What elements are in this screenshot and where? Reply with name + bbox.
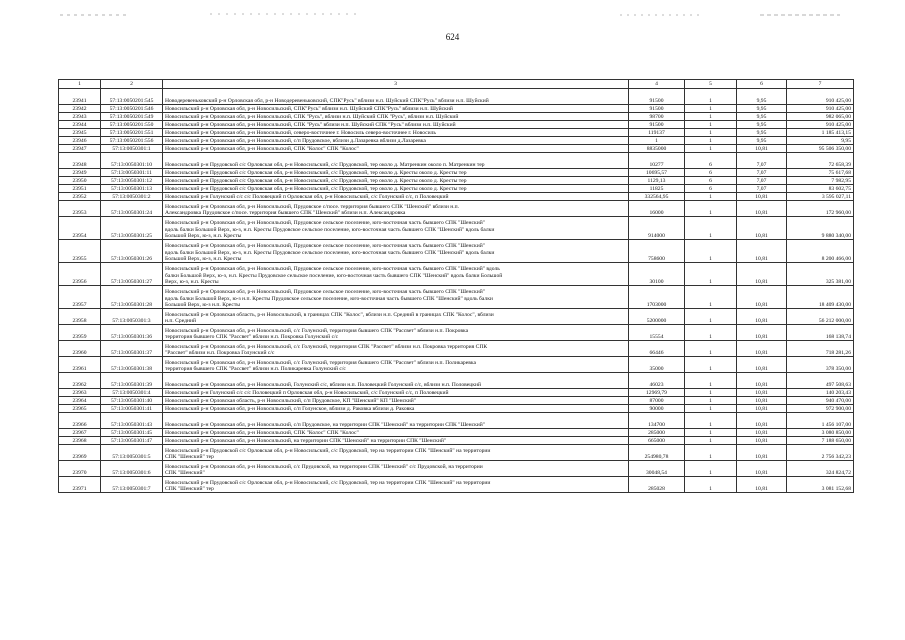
cadastral-number: 57:13:0050301:6 <box>101 461 163 477</box>
rate-value: 7,07 <box>737 177 787 185</box>
cost-value: 982 065,00 <box>787 113 854 121</box>
table-row <box>59 413 854 429</box>
area-value: 15554 <box>629 325 685 341</box>
count-value: 1 <box>685 201 737 217</box>
location-description: Новосильский р-н Прудовской с/с Орловская обл, р-н Новосильский, с/с Прудовской, тер на территории СПК "Шенский" на территории СПК "Шенский" тер <box>163 477 629 493</box>
count-value: 1 <box>685 373 737 389</box>
cost-value: 83 602,75 <box>787 185 854 193</box>
rate-value: 10,81 <box>737 341 787 357</box>
location-description: Новосильский р-н Орловская обл, р-н Новосильский, СПК"Русь" вблизи н.п. Шуйский СПК"Русь" вблизи н.п. Шуйский <box>163 105 629 113</box>
table-row <box>59 325 854 341</box>
table-row <box>59 129 854 137</box>
area-value: 1703000 <box>629 286 685 309</box>
count-value: 1 <box>685 129 737 137</box>
cadastral-number: 57:13:0050301:37 <box>101 341 163 357</box>
table-row <box>59 153 854 169</box>
location-description: Новосильский р-н Голунский с/с с/с Половецкий п Орловская обл, р-н Новосильский, с/с Голунский с/с, п Половецкий <box>163 389 629 397</box>
location-description: Новосильский р-н Орловская обл, р-н Новосильский, СПК "Колос" СПК "Колос" <box>163 145 629 153</box>
table-row <box>59 89 854 105</box>
count-value: 1 <box>685 413 737 429</box>
cadastral-number: 57:13:0050301:11 <box>101 169 163 177</box>
cost-value: 56 212 000,00 <box>787 309 854 325</box>
table-row <box>59 389 854 397</box>
area-value: 254980,78 <box>629 445 685 461</box>
cadastral-number: 57:13:0050301:3 <box>101 309 163 325</box>
table-row <box>59 429 854 437</box>
row-number: 23951 <box>59 185 101 193</box>
row-number: 23967 <box>59 429 101 437</box>
page-number: 624 <box>445 32 460 42</box>
table-row <box>59 121 854 129</box>
table-row <box>59 240 854 263</box>
location-description: Новосильский р-н Прудовской с/с Орловская обл, р-н Новосильский, с/с Прудовской, тер около д. Кресты около д. Кресты тер <box>163 169 629 177</box>
cost-value: 72 658,39 <box>787 153 854 169</box>
rate-value: 9,95 <box>737 137 787 145</box>
rate-value: 10,81 <box>737 325 787 341</box>
cost-value: 1 185 413,15 <box>787 129 854 137</box>
count-value: 1 <box>685 461 737 477</box>
area-value: 8835000 <box>629 145 685 153</box>
location-description: Новосильский р-н Прудовской с/с Орловская обл, р-н Новосильский, с/с Прудовской, тер на территории СПК "Шенский" на территории СПК "Шенский" тер <box>163 445 629 461</box>
location-description: Новосильский р-н Орловская обл, р-н Новосильский, с/с Голунский, территория бывшего СПК "Рассвет" вблизи н.п. Покровка территория бывшего СПК "Рассвет" вблизи н.п. Покровка Голунский с/с <box>163 325 629 341</box>
cost-value: 7 188 650,00 <box>787 437 854 445</box>
table-row <box>59 461 854 477</box>
row-number: 23955 <box>59 240 101 263</box>
location-description: Новосильский р-н Прудовской с/с Орловская обл, р-н Новосильский, с/с Прудовской, тер около д. Кресты около д. Кресты тер <box>163 177 629 185</box>
cost-value: 168 138,74 <box>787 325 854 341</box>
table-row <box>59 169 854 177</box>
column-header: 7 <box>787 80 854 89</box>
table-row <box>59 286 854 309</box>
cadastral-number: 57:13:0050301:36 <box>101 325 163 341</box>
location-description: Новосильский р-н Орловская обл, р-н Новосильский, Прудовское сельское поселение, юго-восточная часть бывшего СПК "Шенский" вдоль балки Большой Верх, ю-з, н.п. Кресты Прудовское сельское поселение, юго-восточная часть бывшего СПК "Шенский" вдоль балки Большой Верх, ю-з, н.п. Кресты <box>163 217 629 240</box>
cadastral-number: 57:13:0050301:28 <box>101 286 163 309</box>
location-description: Новосильский р-н Орловская обл, р-н Новосильский, с/с Прудовской, на территории СПК "Шенский" с/с Прудовской, на территории СПК "Шенский" <box>163 461 629 477</box>
row-number: 23942 <box>59 105 101 113</box>
count-value: 6 <box>685 177 737 185</box>
rate-value: 7,07 <box>737 153 787 169</box>
row-number: 23954 <box>59 217 101 240</box>
table-row <box>59 137 854 145</box>
column-header: 2 <box>101 80 163 89</box>
location-description: Новосильский р-н Орловская область, р-н Новосильский, с/п Прудовское, КП "Шенский" КП "Шенский" <box>163 397 629 405</box>
area-value: 758600 <box>629 240 685 263</box>
area-value: 16000 <box>629 201 685 217</box>
rate-value: 9,95 <box>737 105 787 113</box>
location-description: Новосильский р-н Орловская обл, р-н Новосильский, СПК "Колос" СПК "Колос" <box>163 429 629 437</box>
area-value: 134700 <box>629 413 685 429</box>
cost-value: 497 508,63 <box>787 373 854 389</box>
count-value: 1 <box>685 137 737 145</box>
row-number: 23971 <box>59 477 101 493</box>
count-value: 1 <box>685 263 737 286</box>
area-value: 119137 <box>629 129 685 137</box>
area-value: 10695,57 <box>629 169 685 177</box>
table-row <box>59 105 854 113</box>
count-value: 1 <box>685 477 737 493</box>
location-description: Новосильский р-н Орловская обл, р-н Новосильский, СПК "Русь" вблизи н.п. Шуйский СПК "Русь" вблизи н.п. Шуйский <box>163 121 629 129</box>
area-value: 30048,54 <box>629 461 685 477</box>
area-value: 11825 <box>629 185 685 193</box>
location-description: Новодеревеньковский р-н Орловская обл, р-н Новодеревеньковский, СПК"Русь" вблизи н.п. Шуйский СПК"Русь" вблизи н.п. Шуйский <box>163 89 629 105</box>
column-header: 5 <box>685 80 737 89</box>
count-value: 1 <box>685 429 737 437</box>
rate-value: 10,81 <box>737 357 787 373</box>
cost-value: 9 880 340,00 <box>787 217 854 240</box>
row-number: 23958 <box>59 309 101 325</box>
rate-value: 10,81 <box>737 477 787 493</box>
count-value: 1 <box>685 113 737 121</box>
cadastral-number: 57:13:0050301:4 <box>101 389 163 397</box>
area-value: 98700 <box>629 113 685 121</box>
rate-value: 10,81 <box>737 286 787 309</box>
cadastral-number: 57:13:0050201:546 <box>101 105 163 113</box>
row-number: 23945 <box>59 129 101 137</box>
cost-value: 910 425,00 <box>787 121 854 129</box>
area-value: 1 <box>629 137 685 145</box>
row-number: 23966 <box>59 413 101 429</box>
cost-value: 324 824,72 <box>787 461 854 477</box>
cadastral-number: 57:13:0050201:551 <box>101 129 163 137</box>
row-number: 23965 <box>59 405 101 413</box>
cadastral-number: 57:13:0050201:545 <box>101 89 163 105</box>
area-value: 5200000 <box>629 309 685 325</box>
rate-value: 10,81 <box>737 217 787 240</box>
table-row <box>59 309 854 325</box>
area-value: 90000 <box>629 405 685 413</box>
location-description: Новосильский р-н Прудовской с/с Орловская обл, р-н Новосильский, с/с Прудовской, тер около д. Кресты около д. Кресты тер <box>163 185 629 193</box>
count-value: 1 <box>685 105 737 113</box>
row-number: 23946 <box>59 137 101 145</box>
area-value: 66446 <box>629 341 685 357</box>
row-number: 23953 <box>59 201 101 217</box>
cost-value: 75 617,68 <box>787 169 854 177</box>
row-number: 23943 <box>59 113 101 121</box>
cadastral-number: 57:13:0050301:25 <box>101 217 163 240</box>
area-value: 285028 <box>629 477 685 493</box>
rate-value: 7,07 <box>737 185 787 193</box>
location-description: Новосильский р-н Орловская обл, р-н Новосильский, СПК "Русь", вблизи н.п. Шуйский СПК "Русь", вблизи н.п. Шуйский <box>163 113 629 121</box>
cost-value: 3 595 027,11 <box>787 193 854 201</box>
table-row <box>59 113 854 121</box>
location-description: Новосильский р-н Орловская обл, р-н Новосильский, с/п Голунское, вблизи д. Раковка вблизи д. Раковка <box>163 405 629 413</box>
cadastral-number: 57:13:0050201:550 <box>101 121 163 129</box>
table-row <box>59 185 854 193</box>
row-number: 23959 <box>59 325 101 341</box>
cadastral-number: 57:13:0050301:45 <box>101 429 163 437</box>
cost-value: 140 203,43 <box>787 389 854 397</box>
table-row <box>59 405 854 413</box>
table-row <box>59 145 854 153</box>
column-header: 3 <box>163 80 629 89</box>
cadastral-number: 57:13:0050301:38 <box>101 357 163 373</box>
row-number: 23970 <box>59 461 101 477</box>
cost-value: 378 350,00 <box>787 357 854 373</box>
cadastral-number: 57:13:0050301:7 <box>101 477 163 493</box>
location-description: Новосильский р-н Орловская обл, р-н Новосильский, с/с Голунский, территория бывшего СПК "Рассвет" вблизи н.п. Поликаревка территория бывшего СПК "Рассвет" вблизи н.п. Поликаревка Голунский с/с <box>163 357 629 373</box>
area-value: 10277 <box>629 153 685 169</box>
cadastral-number: 57:13:0050301:43 <box>101 413 163 429</box>
count-value: 1 <box>685 445 737 461</box>
location-description: Новосильский р-н Прудовской с/с Орловская обл, р-н Новосильский, с/с Прудовской, тер около д. Матренкин около п. Матренкин тер <box>163 153 629 169</box>
count-value: 1 <box>685 341 737 357</box>
location-description: Новосильский р-н Орловская обл, р-н Новосильский, Голунский с/с, вблизи н.п. Половецкий Голунский с/с, вблизи н.п. Половецкий <box>163 373 629 389</box>
row-number: 23963 <box>59 389 101 397</box>
table-row <box>59 177 854 185</box>
rate-value: 10,81 <box>737 193 787 201</box>
row-number: 23957 <box>59 286 101 309</box>
column-header: 6 <box>737 80 787 89</box>
count-value: 6 <box>685 169 737 177</box>
table-row <box>59 373 854 389</box>
count-value: 6 <box>685 153 737 169</box>
table-row <box>59 341 854 357</box>
count-value: 1 <box>685 397 737 405</box>
cadastral-number: 57:13:0050301:39 <box>101 373 163 389</box>
cost-value: 8 200 466,00 <box>787 240 854 263</box>
count-value: 1 <box>685 389 737 397</box>
area-value: 35000 <box>629 357 685 373</box>
location-description: Новосильский р-н Орловская обл, р-н Новосильский, с/с Голунский, территория СПК "Рассвет" вблизи н.п. Покровка территория СПК "Рассвет" вблизи н.п. Покровка Голунский с/с <box>163 341 629 357</box>
location-description: Новосильский р-н Орловская обл, р-н Новосильский, Прудовское сельское поселение, юго-восточная часть бывшего СПК "Шенский" вдоль балки Большой Верх, ю-з н.п. Кресты Прудовское сельское поселение, юго-восточная часть бывшего СПК "Шенский" вдоль балки Большой Верх, ю-з н.п. Кресты <box>163 286 629 309</box>
row-number: 23960 <box>59 341 101 357</box>
column-number-row <box>59 80 854 89</box>
location-description: Новосильский р-н Орловская обл, р-н Новосильский, Прудовское сельское поселение, юго-восточная часть бывшего СПК "Шенский" вдоль балки Большой Верх, ю-з, н.п. Кресты Прудовское сельское поселение, юго-восточная часть бывшего СПК "Шенский" вдоль балки Большой Верх, ю-з, н.п. Кресты <box>163 240 629 263</box>
cadastral-number: 57:13:0050201:549 <box>101 113 163 121</box>
area-value: 91500 <box>629 105 685 113</box>
count-value: 1 <box>685 325 737 341</box>
count-value: 1 <box>685 437 737 445</box>
cadastral-number: 57:13:0050301:26 <box>101 240 163 263</box>
cadastral-number: 57:13:0050301:1 <box>101 145 163 153</box>
location-description: Новосильский р-н Орловская область, р-н Новосильский, в границах СПК "Колос", вблизи н.п. Средний в границах СПК "Колос", вблизи н.п. Средний <box>163 309 629 325</box>
rate-value: 10,81 <box>737 240 787 263</box>
area-value: 332564,95 <box>629 193 685 201</box>
table-row <box>59 217 854 240</box>
row-number: 23947 <box>59 145 101 153</box>
count-value: 1 <box>685 405 737 413</box>
cost-value: 325 381,00 <box>787 263 854 286</box>
area-value: 30100 <box>629 263 685 286</box>
cadastral-number: 57:13:0050201:556 <box>101 137 163 145</box>
cost-value: 9,95 <box>787 137 854 145</box>
rate-value: 10,81 <box>737 461 787 477</box>
rate-value: 10,81 <box>737 397 787 405</box>
area-value: 12969,79 <box>629 389 685 397</box>
rate-value: 10,81 <box>737 405 787 413</box>
rate-value: 9,95 <box>737 129 787 137</box>
cadastral-number: 57:13:0050301:24 <box>101 201 163 217</box>
rate-value: 10,81 <box>737 445 787 461</box>
cost-value: 95 506 350,00 <box>787 145 854 153</box>
cost-value: 972 900,00 <box>787 405 854 413</box>
cost-value: 3 081 152,68 <box>787 477 854 493</box>
row-number: 23941 <box>59 89 101 105</box>
count-value: 1 <box>685 357 737 373</box>
rate-value: 10,81 <box>737 429 787 437</box>
location-description: Новосильский р-н Орловская обл, р-н Новосильский, Прудовское сельское поселение, юго-восточная часть бывшего СПК "Шенский" вдоль балки Большой Верх, ю-з, н.п. Кресты Прудовское сельское поселение, юго-восточная часть бывшего СПК "Шенский" вдоль балки Большой Верх, ю-з, н.п. Кресты <box>163 263 629 286</box>
count-value: 1 <box>685 121 737 129</box>
row-number: 23949 <box>59 169 101 177</box>
cost-value: 7 982,95 <box>787 177 854 185</box>
cost-value: 3 080 850,00 <box>787 429 854 437</box>
scan-artifact-marks <box>60 12 840 18</box>
cadastral-number: 57:13:0050301:41 <box>101 405 163 413</box>
table-row <box>59 357 854 373</box>
rate-value: 10,81 <box>737 263 787 286</box>
land-register-table <box>58 79 854 493</box>
cadastral-number: 57:13:0050301:27 <box>101 263 163 286</box>
count-value: 1 <box>685 309 737 325</box>
location-description: Новосильский р-н Орловская обл, р-н Новосильский, на территории СПК "Шенский" на территории СПК "Шенский" <box>163 437 629 445</box>
location-description: Новосильский р-н Орловская обл, р-н Новосильский, с/п Прудовское, на территории СПК "Шенский" на территории СПК "Шенский" <box>163 413 629 429</box>
count-value: 1 <box>685 217 737 240</box>
table-row <box>59 263 854 286</box>
count-value: 1 <box>685 240 737 263</box>
area-value: 91500 <box>629 89 685 105</box>
rate-value: 7,07 <box>737 169 787 177</box>
rate-value: 9,95 <box>737 121 787 129</box>
rate-value: 10,81 <box>737 413 787 429</box>
cost-value: 18 409 430,00 <box>787 286 854 309</box>
area-value: 914000 <box>629 217 685 240</box>
table-row <box>59 397 854 405</box>
location-description: Новосильский р-н Орловская обл, р-н Новосильский, с/п Прудовское, вблизи д.Лазаревка вблизи д.Лазаревка <box>163 137 629 145</box>
count-value: 1 <box>685 89 737 105</box>
rate-value: 9,95 <box>737 113 787 121</box>
cost-value: 940 470,00 <box>787 397 854 405</box>
row-number: 23968 <box>59 437 101 445</box>
table-row <box>59 201 854 217</box>
table-row <box>59 437 854 445</box>
table-row <box>59 193 854 201</box>
location-description: Новосильский р-н Орловская обл, р-н Новосильский, Прудовское с/посе. территория бывшего СПК "Шенский" вблизи н.п. Александровка Прудовское с/посе. территория бывшего СПК "Шенский" вблизи н.п. Александровка <box>163 201 629 217</box>
location-description: Новосильский р-н Орловская обл, р-н Новосильский, северо-восточнее г. Новосиль северо-восточнее г. Новосиль <box>163 129 629 137</box>
row-number: 23961 <box>59 357 101 373</box>
cadastral-number: 57:13:0050301:5 <box>101 445 163 461</box>
row-number: 23952 <box>59 193 101 201</box>
table-row <box>59 477 854 493</box>
cost-value: 910 425,00 <box>787 89 854 105</box>
area-value: 1129,13 <box>629 177 685 185</box>
area-value: 87000 <box>629 397 685 405</box>
area-value: 285000 <box>629 429 685 437</box>
cadastral-number: 57:13:0050301:12 <box>101 177 163 185</box>
cadastral-number: 57:13:0050301:40 <box>101 397 163 405</box>
row-number: 23948 <box>59 153 101 169</box>
cost-value: 2 756 342,23 <box>787 445 854 461</box>
row-number: 23950 <box>59 177 101 185</box>
cadastral-number: 57:13:0050301:2 <box>101 193 163 201</box>
rate-value: 10,81 <box>737 389 787 397</box>
row-number: 23969 <box>59 445 101 461</box>
count-value: 1 <box>685 286 737 309</box>
area-value: 665000 <box>629 437 685 445</box>
count-value: 6 <box>685 185 737 193</box>
row-number: 23944 <box>59 121 101 129</box>
row-number: 23956 <box>59 263 101 286</box>
area-value: 91500 <box>629 121 685 129</box>
rate-value: 10,81 <box>737 145 787 153</box>
rate-value: 10,81 <box>737 309 787 325</box>
cost-value: 718 281,26 <box>787 341 854 357</box>
column-header: 4 <box>629 80 685 89</box>
row-number: 23964 <box>59 397 101 405</box>
rate-value: 9,95 <box>737 89 787 105</box>
rate-value: 10,81 <box>737 437 787 445</box>
area-value: 46023 <box>629 373 685 389</box>
count-value: 1 <box>685 193 737 201</box>
location-description: Новосильский р-н Голунский с/с с/с Половецкий п Орловская обл, р-н Новосильский, с/с Голунский с/с, п Половецкий <box>163 193 629 201</box>
cost-value: 172 960,00 <box>787 201 854 217</box>
row-number: 23962 <box>59 373 101 389</box>
cadastral-number: 57:13:0050301:13 <box>101 185 163 193</box>
count-value: 1 <box>685 145 737 153</box>
cadastral-number: 57:13:0050301:10 <box>101 153 163 169</box>
cadastral-number: 57:13:0050301:47 <box>101 437 163 445</box>
rate-value: 10,81 <box>737 373 787 389</box>
cost-value: 1 456 107,00 <box>787 413 854 429</box>
rate-value: 10,81 <box>737 201 787 217</box>
column-header: 1 <box>59 80 101 89</box>
table-row <box>59 445 854 461</box>
cost-value: 910 425,00 <box>787 105 854 113</box>
